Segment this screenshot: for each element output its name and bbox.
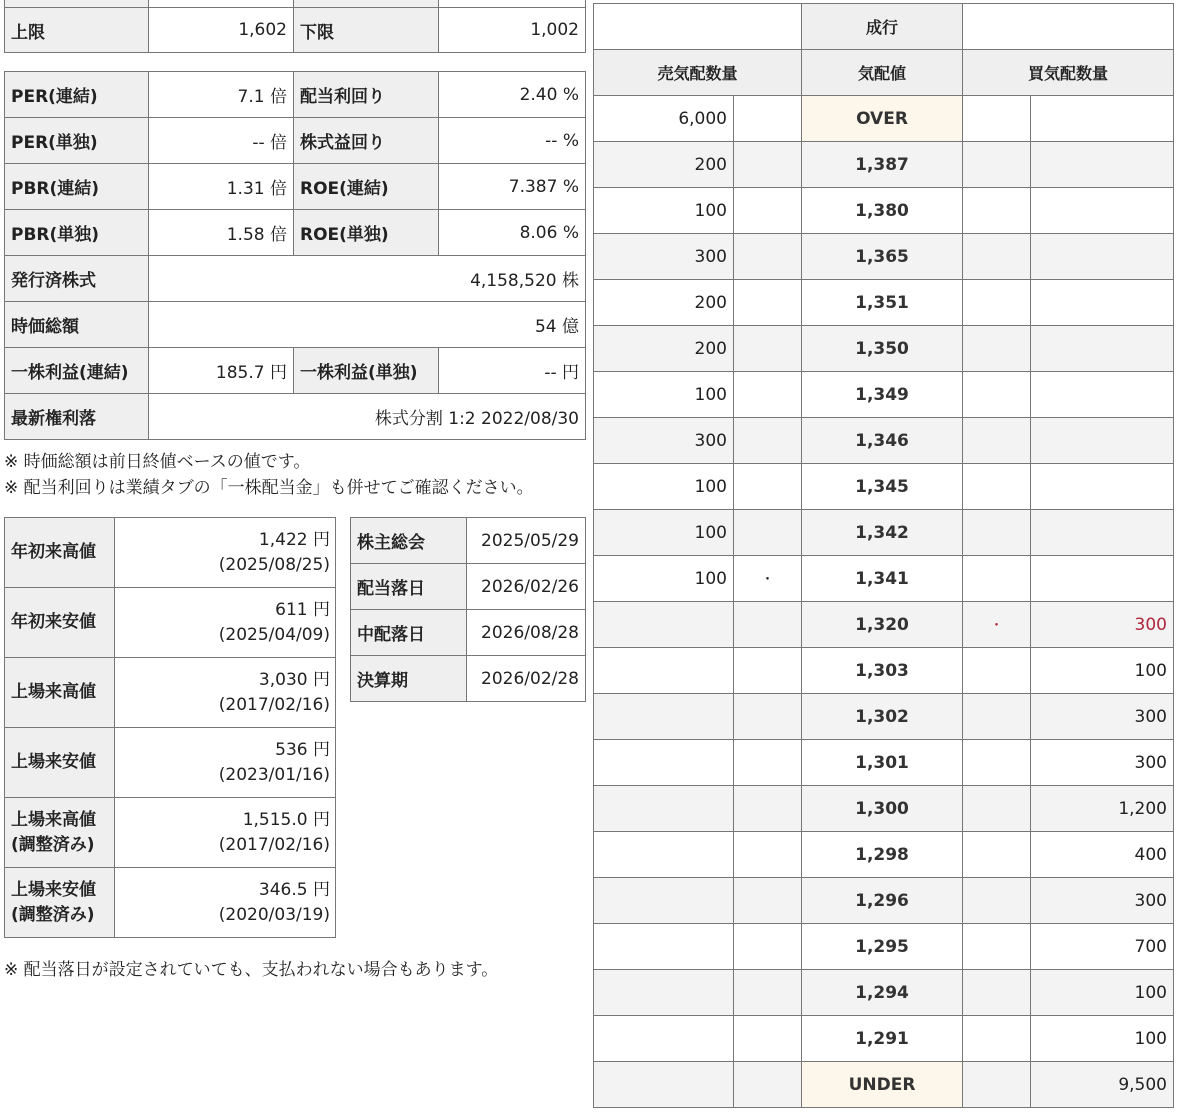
bid-qty: 100	[1031, 648, 1174, 694]
pbr-standalone-value: 1.58 倍	[149, 210, 294, 256]
bid-qty	[1031, 464, 1174, 510]
book-marker-cell	[963, 96, 1031, 142]
bid-price: 1,300	[802, 786, 963, 832]
schedule-row	[351, 564, 586, 610]
ask-row	[594, 188, 1174, 234]
limit-top-value-cell	[149, 0, 294, 8]
book-marker-cell	[963, 234, 1031, 280]
agm-date: 2025/05/29	[467, 518, 586, 564]
history-value: 346.5 円 (2020/03/19)	[115, 868, 336, 938]
roe-consolidated-label: ROE(連結)	[294, 164, 439, 210]
ask-qty	[594, 602, 734, 648]
book-blank-cell	[594, 4, 802, 50]
ask-qty: 200	[594, 280, 734, 326]
bid-row	[594, 832, 1174, 878]
history-value: 536 円 (2023/01/16)	[115, 728, 336, 798]
lower-limit-label: 下限	[294, 8, 439, 53]
best-ask-marker: ・	[734, 556, 802, 602]
ask-price: 1,342	[802, 510, 963, 556]
history-label: 上場来高値	[5, 658, 115, 728]
book-marker-cell	[963, 1062, 1031, 1108]
bid-qty: 400	[1031, 832, 1174, 878]
book-marker-cell	[734, 924, 802, 970]
bid-row	[594, 786, 1174, 832]
pbr-consolidated-value: 1.31 倍	[149, 164, 294, 210]
book-marker-cell	[734, 326, 802, 372]
fundamental-row	[5, 210, 586, 256]
agm-label: 株主総会	[351, 518, 467, 564]
order-book-table	[593, 3, 1174, 1108]
ask-row	[594, 234, 1174, 280]
bid-qty	[1031, 372, 1174, 418]
bid-qty	[1031, 418, 1174, 464]
book-marker-cell	[963, 326, 1031, 372]
book-marker-cell	[963, 372, 1031, 418]
ex-dividend-label: 配当落日	[351, 564, 467, 610]
limit-top-value-cell	[439, 0, 586, 8]
bid-row	[594, 878, 1174, 924]
pbr-consolidated-label: PBR(連結)	[5, 164, 149, 210]
eps-standalone-value: -- 円	[439, 348, 586, 394]
book-marker-cell	[734, 970, 802, 1016]
book-marker-cell	[963, 418, 1031, 464]
best-bid-price: 1,320	[802, 602, 963, 648]
market-cap-note: ※ 時価総額は前日終値ベースの値です。	[4, 452, 311, 472]
ask-qty	[594, 878, 734, 924]
eps-consolidated-label: 一株利益(連結)	[5, 348, 149, 394]
schedule-row	[351, 610, 586, 656]
bid-qty: 700	[1031, 924, 1174, 970]
ask-qty: 100	[594, 510, 734, 556]
per-consolidated-label: PER(連結)	[5, 72, 149, 118]
bid-row	[594, 648, 1174, 694]
ask-row	[594, 372, 1174, 418]
bid-qty: 300	[1031, 694, 1174, 740]
market-cap-value: 54 億	[149, 302, 586, 348]
history-value: 1,422 円 (2025/08/25)	[115, 518, 336, 588]
bid-qty	[1031, 510, 1174, 556]
book-marker-cell	[734, 96, 802, 142]
bid-price: 1,298	[802, 832, 963, 878]
ask-qty	[594, 970, 734, 1016]
ask-price: 1,387	[802, 142, 963, 188]
shares-issued-label: 発行済株式	[5, 256, 149, 302]
bid-qty	[1031, 280, 1174, 326]
ask-qty	[594, 648, 734, 694]
lower-limit-value: 1,002	[439, 8, 586, 53]
book-marker-cell	[963, 510, 1031, 556]
shares-issued-value: 4,158,520 株	[149, 256, 586, 302]
bid-qty: 300	[1031, 740, 1174, 786]
pbr-standalone-label: PBR(単独)	[5, 210, 149, 256]
sell-qty-header: 売気配数量	[594, 50, 802, 96]
schedule-row	[351, 656, 586, 702]
book-marker-cell	[963, 648, 1031, 694]
book-marker-cell	[963, 1016, 1031, 1062]
ex-dividend-date: 2026/02/26	[467, 564, 586, 610]
corporate-schedule-table	[350, 517, 586, 702]
schedule-row	[351, 518, 586, 564]
book-marker-cell	[734, 786, 802, 832]
bid-qty	[1031, 234, 1174, 280]
limit-top-label-cell	[294, 0, 439, 8]
bid-qty: 1,200	[1031, 786, 1174, 832]
bid-row	[594, 740, 1174, 786]
book-marker-cell	[734, 1062, 802, 1108]
ask-row	[594, 142, 1174, 188]
bid-price: 1,296	[802, 878, 963, 924]
book-marker-cell	[963, 878, 1031, 924]
bid-row	[594, 924, 1174, 970]
history-value: 3,030 円 (2017/02/16)	[115, 658, 336, 728]
upper-limit-label: 上限	[5, 8, 149, 53]
under-sell-qty	[594, 1062, 734, 1108]
ask-row	[594, 280, 1174, 326]
roe-standalone-value: 8.06 %	[439, 210, 586, 256]
best-bid-qty: 300	[1031, 602, 1174, 648]
over-label: OVER	[802, 96, 963, 142]
market-cap-label: 時価総額	[5, 302, 149, 348]
book-marker-cell	[963, 188, 1031, 234]
bid-qty: 300	[1031, 878, 1174, 924]
ask-qty: 100	[594, 188, 734, 234]
book-marker-cell	[734, 142, 802, 188]
history-row	[5, 868, 336, 938]
fundamental-row	[5, 118, 586, 164]
book-marker-cell	[734, 878, 802, 924]
book-marker-cell	[963, 280, 1031, 326]
fundamental-row	[5, 302, 586, 348]
book-marker-cell	[963, 740, 1031, 786]
earnings-yield-label: 株式益回り	[294, 118, 439, 164]
book-marker-cell	[963, 832, 1031, 878]
book-marker-cell	[734, 234, 802, 280]
ask-price: 1,350	[802, 326, 963, 372]
dividend-yield-label: 配当利回り	[294, 72, 439, 118]
ask-row-best	[594, 556, 1174, 602]
ask-price: 1,346	[802, 418, 963, 464]
bid-qty	[1031, 188, 1174, 234]
dividend-yield-value: 2.40 %	[439, 72, 586, 118]
history-label: 年初来高値	[5, 518, 115, 588]
interim-ex-dividend-date: 2026/08/28	[467, 610, 586, 656]
roe-consolidated-value: 7.387 %	[439, 164, 586, 210]
book-marker-cell	[734, 464, 802, 510]
price-limit-table	[4, 0, 586, 53]
dividend-yield-note: ※ 配当利回りは業績タブの「一株配当金」も併せてご確認ください。	[4, 478, 534, 498]
eps-consolidated-value: 185.7 円	[149, 348, 294, 394]
bid-price: 1,303	[802, 648, 963, 694]
price-header: 気配値	[802, 50, 963, 96]
history-value: 611 円 (2025/04/09)	[115, 588, 336, 658]
book-marker-cell	[963, 970, 1031, 1016]
best-ask-price: 1,341	[802, 556, 963, 602]
fiscal-period-label: 決算期	[351, 656, 467, 702]
best-bid-marker: ・	[963, 602, 1031, 648]
history-row	[5, 588, 336, 658]
bid-price: 1,295	[802, 924, 963, 970]
earnings-yield-value: -- %	[439, 118, 586, 164]
history-value: 1,515.0 円 (2017/02/16)	[115, 798, 336, 868]
ask-row	[594, 326, 1174, 372]
book-marker-cell	[963, 142, 1031, 188]
book-row-over	[594, 96, 1174, 142]
fundamentals-table	[4, 71, 586, 440]
under-label: UNDER	[802, 1062, 963, 1108]
ask-qty: 100	[594, 372, 734, 418]
fundamental-row	[5, 164, 586, 210]
ask-row	[594, 464, 1174, 510]
history-row	[5, 728, 336, 798]
ask-price: 1,365	[802, 234, 963, 280]
bid-row	[594, 970, 1174, 1016]
history-row	[5, 798, 336, 868]
upper-limit-value: 1,602	[149, 8, 294, 53]
bid-qty	[1031, 142, 1174, 188]
per-standalone-label: PER(単独)	[5, 118, 149, 164]
ask-qty: 200	[594, 142, 734, 188]
limit-top-label-cell	[5, 0, 149, 8]
ask-qty: 300	[594, 418, 734, 464]
ask-qty	[594, 786, 734, 832]
eps-standalone-label: 一株利益(単独)	[294, 348, 439, 394]
buy-qty-header: 買気配数量	[963, 50, 1174, 96]
bid-row-best	[594, 602, 1174, 648]
fiscal-period-date: 2026/02/28	[467, 656, 586, 702]
book-row-under	[594, 1062, 1174, 1108]
roe-standalone-label: ROE(単独)	[294, 210, 439, 256]
latest-rights-value: 株式分割 1:2 2022/08/30	[149, 394, 586, 440]
book-marker-cell	[963, 464, 1031, 510]
book-marker-cell	[734, 694, 802, 740]
ask-qty	[594, 1016, 734, 1062]
ask-qty: 300	[594, 234, 734, 280]
history-label: 上場来高値 (調整済み)	[5, 798, 115, 868]
ask-qty	[594, 740, 734, 786]
history-row	[5, 658, 336, 728]
per-standalone-value: -- 倍	[149, 118, 294, 164]
book-marker-cell	[734, 418, 802, 464]
history-label: 年初来安値	[5, 588, 115, 658]
ask-price: 1,349	[802, 372, 963, 418]
bid-price: 1,294	[802, 970, 963, 1016]
fundamental-row	[5, 394, 586, 440]
ask-price: 1,380	[802, 188, 963, 234]
book-marker-cell	[963, 556, 1031, 602]
market-order-header: 成行	[802, 4, 963, 50]
history-label: 上場来安値	[5, 728, 115, 798]
bid-qty	[1031, 556, 1174, 602]
ask-qty	[594, 694, 734, 740]
book-marker-cell	[734, 602, 802, 648]
ask-qty: 200	[594, 326, 734, 372]
bid-row	[594, 1016, 1174, 1062]
bid-price: 1,302	[802, 694, 963, 740]
bid-qty	[1031, 326, 1174, 372]
book-marker-cell	[963, 924, 1031, 970]
ask-row	[594, 418, 1174, 464]
fundamental-row	[5, 256, 586, 302]
ex-dividend-note: ※ 配当落日が設定されていても、支払われない場合もあります。	[4, 960, 499, 980]
bid-qty: 100	[1031, 1016, 1174, 1062]
book-marker-cell	[734, 280, 802, 326]
bid-qty: 100	[1031, 970, 1174, 1016]
under-buy-qty: 9,500	[1031, 1062, 1174, 1108]
ask-qty	[594, 924, 734, 970]
book-marker-cell	[734, 372, 802, 418]
fundamental-row	[5, 348, 586, 394]
ask-price: 1,345	[802, 464, 963, 510]
bid-price: 1,301	[802, 740, 963, 786]
bid-price: 1,291	[802, 1016, 963, 1062]
bid-row	[594, 694, 1174, 740]
over-buy-qty	[1031, 96, 1174, 142]
fundamental-row	[5, 72, 586, 118]
book-marker-cell	[734, 832, 802, 878]
ask-price: 1,351	[802, 280, 963, 326]
book-marker-cell	[734, 510, 802, 556]
book-marker-cell	[963, 786, 1031, 832]
history-label: 上場来安値 (調整済み)	[5, 868, 115, 938]
interim-ex-dividend-label: 中配落日	[351, 610, 467, 656]
ask-qty	[594, 832, 734, 878]
book-marker-cell	[734, 648, 802, 694]
best-ask-qty: 100	[594, 556, 734, 602]
book-marker-cell	[963, 694, 1031, 740]
price-history-table	[4, 517, 336, 938]
per-consolidated-value: 7.1 倍	[149, 72, 294, 118]
over-sell-qty: 6,000	[594, 96, 734, 142]
history-row	[5, 518, 336, 588]
book-marker-cell	[734, 188, 802, 234]
book-marker-cell	[734, 1016, 802, 1062]
book-blank-cell	[963, 4, 1174, 50]
ask-row	[594, 510, 1174, 556]
latest-rights-label: 最新権利落	[5, 394, 149, 440]
book-marker-cell	[734, 740, 802, 786]
ask-qty: 100	[594, 464, 734, 510]
